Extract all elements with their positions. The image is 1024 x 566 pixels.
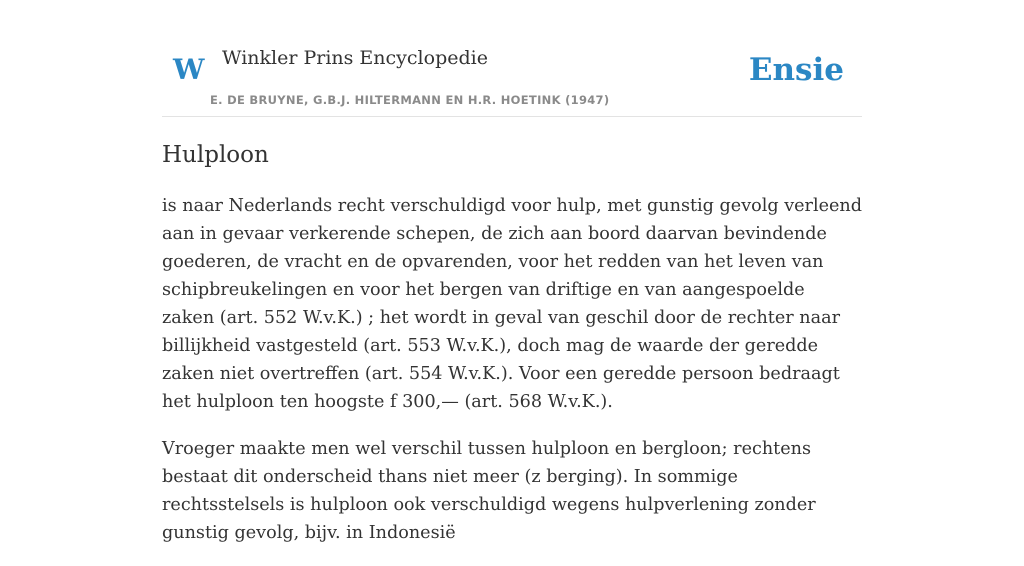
ensie-logo[interactable]: Ensie — [748, 52, 844, 88]
book-title[interactable]: Winkler Prins Encyclopedie — [222, 47, 488, 69]
article-body — [162, 192, 862, 566]
header — [162, 0, 862, 117]
paragraph: Vroeger maakte men wel verschil tussen hulploon en bergloon; rechtens bestaat dit onderscheid thans niet meer (z berging). In sommige rechtsstelsels is hulploon ook verschuldigd wegens hulpverlening zonder gunstig gevolg, bijv. in Indonesië — [162, 439, 816, 543]
book-logo[interactable]: W — [173, 53, 205, 86]
paragraph: is naar Nederlands recht verschuldigd voor hulp, met gunstig gevolg verleend aan in gevaar verkerende schepen, de zich aan boord daarvan bevindende goederen, de vracht en de opvarenden, voor het redden van het leven van schipbreukelingen en voor het bergen van driftige en van aangespoelde zaken (art. 552 W.v.K.) ; het wordt in geval van geschil door de rechter naar billijkheid vastgesteld (art. 553 W.v.K.), doch mag de waarde der geredde zaken niet overtreffen (art. 554 W.v.K.). Voor een geredde persoon bedraagt het hulploon ten hoogste f 300,— (art. 568 W.v.K.). — [162, 196, 863, 412]
entry-title: Hulploon — [162, 142, 269, 168]
book-authors: E. DE BRUYNE, G.B.J. HILTERMANN EN H.R. HOETINK (1947) — [210, 93, 610, 107]
